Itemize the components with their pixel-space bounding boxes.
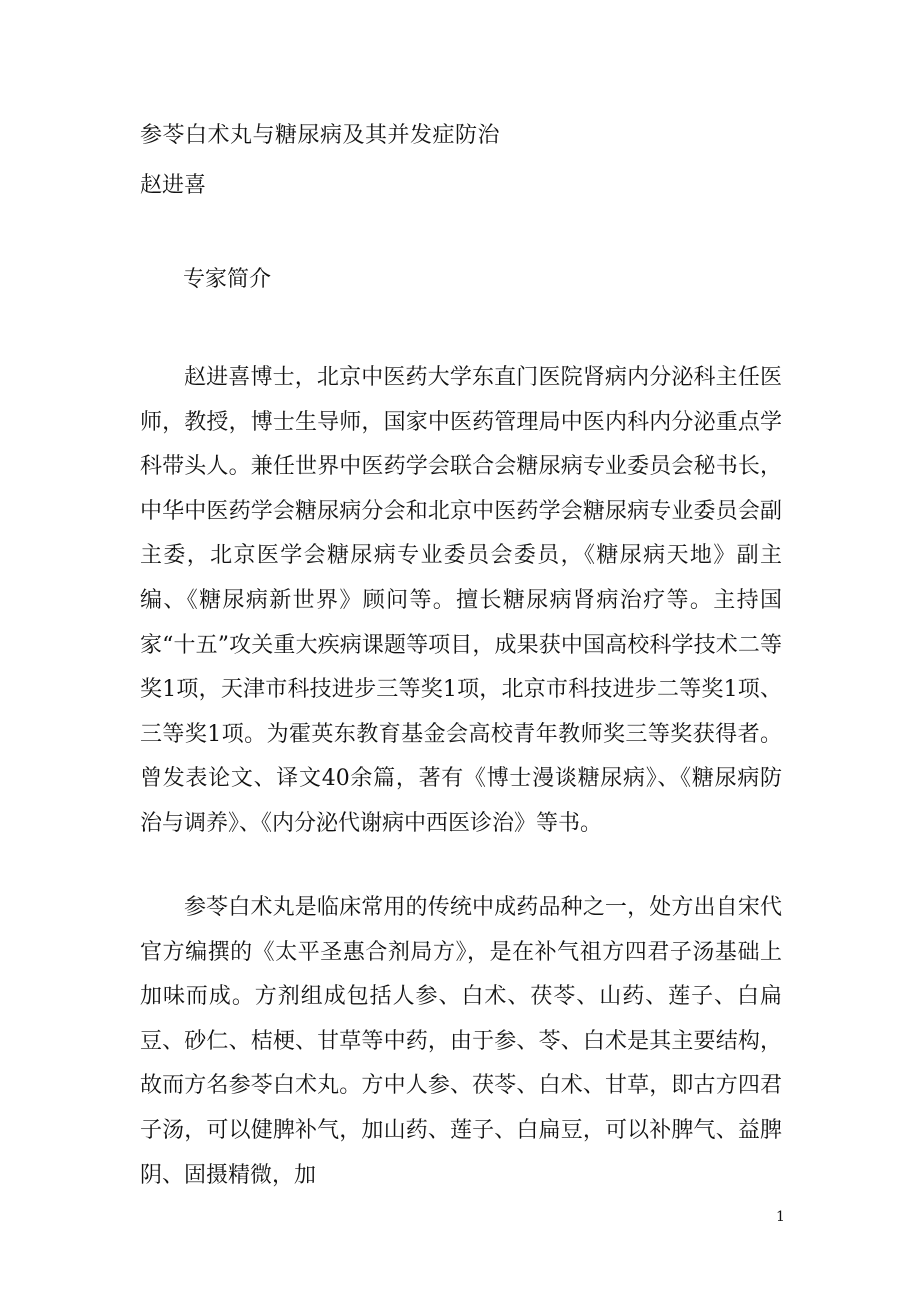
page-number: 1 xyxy=(776,1209,785,1225)
document-title: 参苓白术丸与糖尿病及其并发症防治 xyxy=(140,123,501,148)
paragraph-expert-intro: 赵进喜博士，北京中医药大学东直门医院肾病内分泌科主任医师，教授，博士生导师，国家中医药管理局中医内科内分泌重点学科带头人。兼任世界中医药学会联合会糖尿病专业委员会秘书长，中华中医药学会糖尿病分会和北京中医药学会糖尿病专业委员会副主委，北京医学会糖尿病专业委员会委员，《糖尿病天地》副主编、《糖尿病新世界》顾问等。擅长糖尿病肾病治疗等。主持国家“十五”攻关重大疾病课题等项目，成果获中国高校科学技术二等奖1项，天津市科技进步三等奖1项，北京市科技进步二等奖1项、三等奖1项。为霍英东教育基金会高校青年教师奖三等奖获得者。曾发表论文、译文40余篇，著有《博士漫谈糖尿病》、《糖尿病防治与调养》、《内分泌代谢病中西医诊治》等书。 xyxy=(140,365,782,836)
section-heading: 专家简介 xyxy=(183,267,272,292)
author-name: 赵进喜 xyxy=(140,173,207,198)
paragraph-formula-description: 参苓白术丸是临床常用的传统中成药品种之一，处方出自宋代官方编撰的《太平圣惠合剂局方》，是在补气祖方四君子汤基础上加味而成。方剂组成包括人参、白术、茯苓、山药、莲子、白扁豆、砂仁、桔梗、甘草等中药，由于参、苓、白术是其主要结构，故而方名参苓白术丸。方中人参、茯苓、白术、甘草，即古方四君子汤，可以健脾补气，加山药、莲子、白扁豆，可以补脾气、益脾阴、固摄精微，加 xyxy=(140,895,782,1188)
